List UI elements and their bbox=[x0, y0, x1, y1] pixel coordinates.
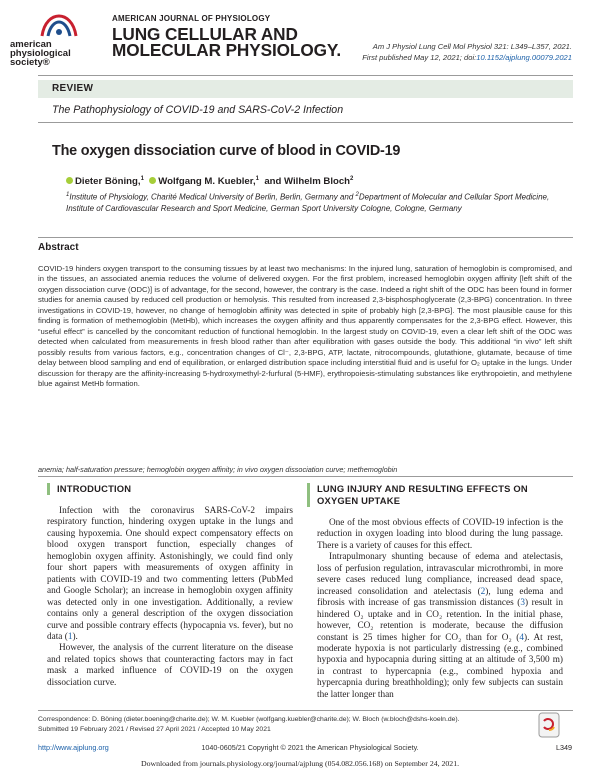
paragraph: One of the most obvious effects of COVID-19 infection is the reduction in oxygen loading into blood during the lung passage. There is a variety of causes for this effect. bbox=[317, 518, 563, 551]
keywords: anemia; half-saturation pressure; hemoglobin oxygen affinity; in vivo oxygen dissociation curve; methemoglobin bbox=[38, 465, 398, 474]
affiliations bbox=[66, 190, 566, 214]
abstract-heading: Abstract bbox=[38, 242, 79, 253]
reference-link[interactable]: 1 bbox=[67, 631, 73, 642]
left-column bbox=[47, 506, 293, 689]
correspondence-line: Correspondence: D. Böning (dieter.boening@charite.de); W. M. Kuebler (wolfgang.kuebler@charite.de); W. Bloch (w.bloch@dshs-koeln.de). bbox=[38, 716, 460, 723]
journal-title-line1: LUNG CELLULAR AND bbox=[112, 24, 298, 44]
orcid-icon[interactable] bbox=[66, 177, 73, 184]
author-name: and Wilhelm Bloch bbox=[264, 176, 351, 188]
paragraph-text: Infection with the coronavirus SARS-CoV-2 impairs respiratory function, hindering oxygen uptake in the lungs and causing hypoxemia. One should expect compensatory effects on blood oxygen transport function, especially changes of hemoglobin oxygen affinity. Astonishingly, we could find only four short papers with measurements of oxygen affinity in patients with COVID-19 and two commenting letters (PubMed and Google Scholar); an increase in hemoglobin oxygen affinity was detected only in one investigation. Additionally, a review contains only a general description of the oxygen dissociation curve and possible contrary effects (hypocapnia vs. fever), but no data ( bbox=[47, 506, 293, 642]
section-heading-introduction: INTRODUCTION bbox=[57, 483, 132, 494]
section-accent-bar bbox=[307, 483, 310, 507]
reference-link[interactable]: 3 bbox=[520, 598, 525, 609]
society-name: american physiological society® bbox=[10, 39, 71, 68]
abstract-divider bbox=[38, 237, 573, 238]
author-name: Dieter Böning, bbox=[75, 176, 141, 188]
page-number: L349 bbox=[556, 743, 572, 752]
paragraph-text: ) result in hindered O₂ uptake and in CO₂ retention. In the initial phase, however, CO₂ retention is moderate, because the diffusion constant is 25 times higher for CO₂ than for O₂ ( bbox=[317, 598, 563, 643]
header-divider bbox=[38, 75, 573, 76]
affiliation-2: Department of Molecular and Cellular Sport Medicine, Institute of Cardiovascular Research and Sport Medicine, German Sport University Cologne, Cologne, Germany bbox=[66, 192, 550, 214]
journal-series-name: AMERICAN JOURNAL OF PHYSIOLOGY bbox=[112, 14, 271, 23]
check-for-updates-icon[interactable] bbox=[538, 712, 560, 738]
journal-title-line2: MOLECULAR PHYSIOLOGY. bbox=[112, 40, 341, 60]
submission-dates: Submitted 19 February 2021 / Revised 27 April 2021 / Accepted 10 May 2021 bbox=[38, 726, 271, 733]
right-column bbox=[317, 518, 563, 701]
published-label: First published May 12, 2021; doi: bbox=[362, 53, 477, 62]
author-list bbox=[66, 176, 353, 187]
footer-divider bbox=[38, 710, 573, 711]
section-heading-lung-injury: LUNG INJURY AND RESULTING EFFECTS ON OXYGEN UPTAKE bbox=[317, 483, 528, 506]
paragraph bbox=[317, 552, 563, 701]
paragraph: However, the analysis of the current literature on the disease and related topics shows that counteracting factors may in fact mask a marked influence of COVID-19 on the oxygen dissociation curve. bbox=[47, 643, 293, 688]
download-notice: Downloaded from journals.physiology.org/journal/ajplung (054.082.056.168) on September 24, 2021. bbox=[140, 759, 460, 768]
paragraph-text: ). At rest, moderate hypoxia is not particularly distressing (e.g., combined hypoxia and hypocapnia during sitting at an altitude of 3,500 m) in contrast to hypercapnia (e.g., combined hypoxia and hypercapnia during breathholding); only few subjects can sustain the latter longer than bbox=[317, 632, 563, 700]
article-title: The oxygen dissociation curve of blood in COVID-19 bbox=[52, 143, 401, 159]
keywords-divider bbox=[38, 476, 573, 477]
paragraph-text: ), lung edema and fibrosis with increase of gas transmission distances ( bbox=[317, 586, 563, 609]
series-title: The Pathophysiology of COVID-19 and SARS-CoV-2 Infection bbox=[52, 104, 344, 116]
article-type-label: REVIEW bbox=[52, 83, 94, 94]
orcid-icon[interactable] bbox=[149, 177, 156, 184]
citation-line: Am J Physiol Lung Cell Mol Physiol 321: L349–L357, 2021. bbox=[372, 42, 572, 51]
abstract-text: COVID-19 hinders oxygen transport to the consuming tissues by at least two mechanisms: In the injured lung, saturation of hemoglobin is compromised, and in the tissues, an associated anemia reduces the volume of delivered oxygen. For the first problem, increased hemoglobin oxygen affinity [left shift of the oxygen dissociation curve (ODC)] is of advantage, for the second, however, the contrary is the case. Indeed a right shift of the ODC has been found in former studies for anemia caused by reduced cell production or hemolysis. This resulted from increased 2,3-bisphosphoglycerate (2,3-BPG) concentration. In three investigations in COVID-19, however, no change of hemoglobin affinity was detected in spite of probably high [2,3-BPG]. The most plausible cause for this finding is formation of methemoglobin (MetHb), which increases the oxygen affinity and thus apparently compensates for the 2,3-BPG effect. However, this “useful effect” is cancelled by the concomitant reduction of functional hemoglobin. In the largest study on COVID-19, even a clear left shift of the ODC was detected when calculated from measurements in fresh blood rather than after equilibration with gases outside the body. This additional “in vivo” left shift possibly results from various factors, e.g., concentration changes of Cl⁻, 2,3-BPG, ATP, lactate, nitrocompounds, glutathione, glutamate, because of time delay between blood sampling and end of equilibration, or enlarged distribution space including interstitial fluid and is useful for O₂ uptake in the lungs. Under discussion for therapy are the affinity-increasing 5-hydroxymethyl-2-furfural (5-HMF), erythropoiesis-stimulating substances like erythropoietin, and methylene blue against MetHb formation. bbox=[38, 264, 572, 388]
paragraph-text: ). bbox=[72, 631, 78, 642]
paragraph bbox=[47, 506, 293, 643]
doi-link[interactable]: 10.1152/ajplung.00079.2021 bbox=[476, 53, 572, 62]
journal-url-link[interactable]: http://www.ajplung.org bbox=[38, 743, 109, 752]
article-type-band bbox=[38, 80, 573, 98]
affiliation-1: Institute of Physiology, Charité Medical University of Berlin, Berlin, Germany and bbox=[69, 192, 356, 202]
reference-link[interactable]: 2 bbox=[480, 586, 486, 597]
author-affil-mark: 2 bbox=[350, 176, 354, 182]
affil-mark: 2 bbox=[355, 192, 359, 198]
published-line bbox=[362, 52, 572, 63]
society-logo bbox=[10, 14, 108, 74]
author-affil-mark: 1 bbox=[255, 176, 259, 182]
author-affil-mark: 1 bbox=[140, 176, 144, 182]
aps-logo-icon bbox=[38, 14, 80, 40]
section-accent-bar bbox=[47, 483, 50, 495]
journal-title bbox=[112, 26, 341, 58]
copyright-line: 1040-0605/21 Copyright © 2021 the American Physiological Society. bbox=[201, 743, 419, 752]
author-name: Wolfgang M. Kuebler, bbox=[158, 176, 256, 188]
affil-mark: 1 bbox=[66, 192, 70, 198]
correspondence-block bbox=[38, 715, 518, 735]
paragraph-text: Intrapulmonary shunting because of edema and atelectasis, loss of perfusion regulation, intravascular microthrombi, in more severe cases reduced lung compliance, increased dead space, increased consolidation and atelectasis ( bbox=[317, 552, 563, 597]
series-divider bbox=[38, 122, 573, 123]
reference-link[interactable]: 4 bbox=[519, 632, 524, 643]
citation-block bbox=[362, 41, 572, 63]
